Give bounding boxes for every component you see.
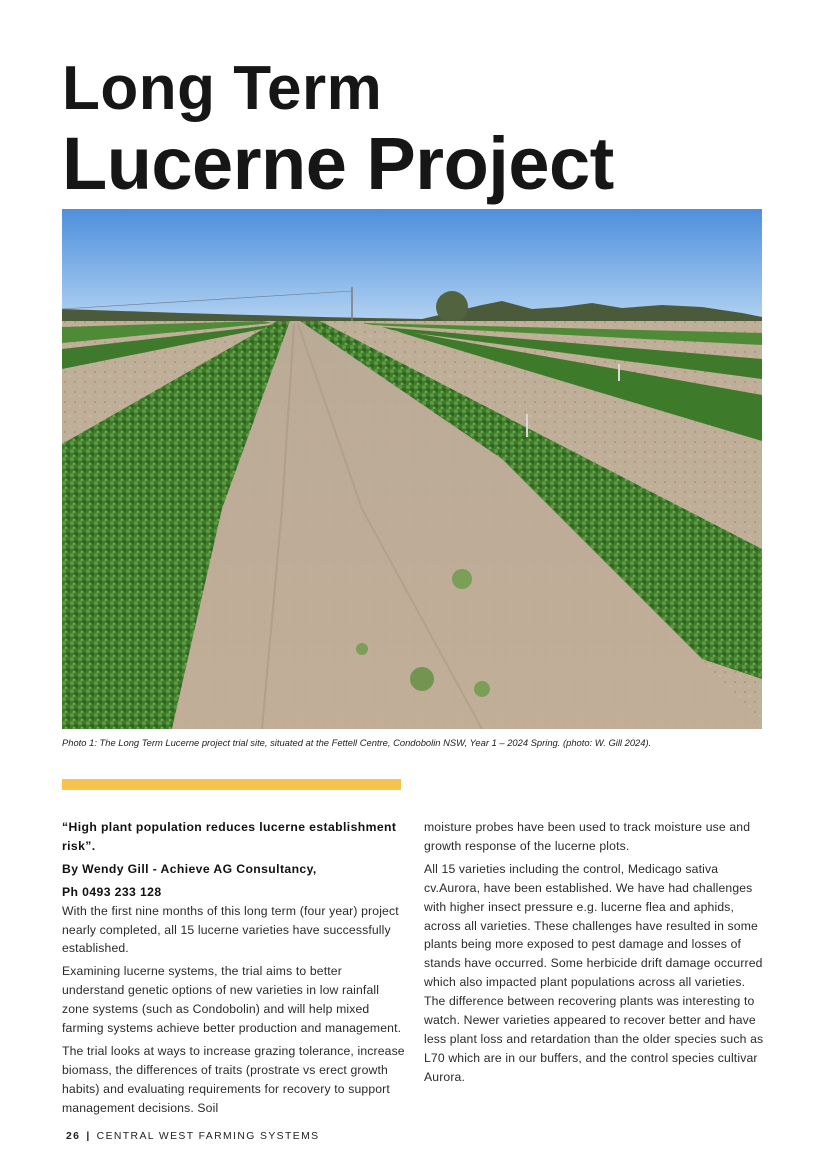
pull-quote: “High plant population reduces lucerne establishment risk”. [62,820,397,853]
paragraph: The trial looks at ways to increase grazing tolerance, increase biomass, the differences of traits (prostrate vs erect growth habits) and evaluating requirements for recovery to support management decisions. Soil [62,1043,405,1115]
publication-name: CENTRAL WEST FARMING SYSTEMS [96,1131,320,1142]
photo-caption: Photo 1: The Long Term Lucerne project trial site, situated at the Fettell Centre, Condobolin NSW, Year 1 – 2024 Spring. (photo: W. Gill 2024). [62,737,652,748]
paragraph: moisture probes have been used to track moisture use and growth response of the lucerne plots. [424,820,751,853]
page-title-line1: Long Term [62,54,383,123]
trial-site-photo [62,209,762,729]
article-column-left [62,818,407,1122]
page-title-line2: Lucerne Project [62,122,614,205]
paragraph: With the first nine months of this long term (four year) project nearly completed, all 15 lucerne varieties have successfully established. [62,903,399,956]
page-footer [66,1131,319,1142]
footer-separator: | [86,1131,91,1142]
article-column-right [424,818,769,1091]
author-byline: By Wendy Gill - Achieve AG Consultancy, [62,861,317,876]
author-phone: Ph 0493 233 128 [62,884,162,899]
page-number: 26 [66,1131,81,1142]
accent-divider [62,779,401,790]
paragraph: All 15 varieties including the control, Medicago sativa cv.Aurora, have been established. We have had challenges with higher insect pressure e.g. lucerne flea and aphids, across all varieties. These challenges have resulted in some plants being more exposed to pest damage and losses of stands have occurred. Some herbicide drift damage occurred which also impacted plant populations across all varieties. The difference between recovering plants was interesting to watch. Newer varieties appeared to recover better and have less plant loss and retardation than the older species such as L70 which are in our buffers, and the control species cultivar Aurora. [424,861,764,1084]
paragraph: Examining lucerne systems, the trial aims to better understand genetic options of new varieties in low rainfall zone systems (such as Condobolin) and will help mixed farming systems achieve better production and management. [62,964,402,1036]
